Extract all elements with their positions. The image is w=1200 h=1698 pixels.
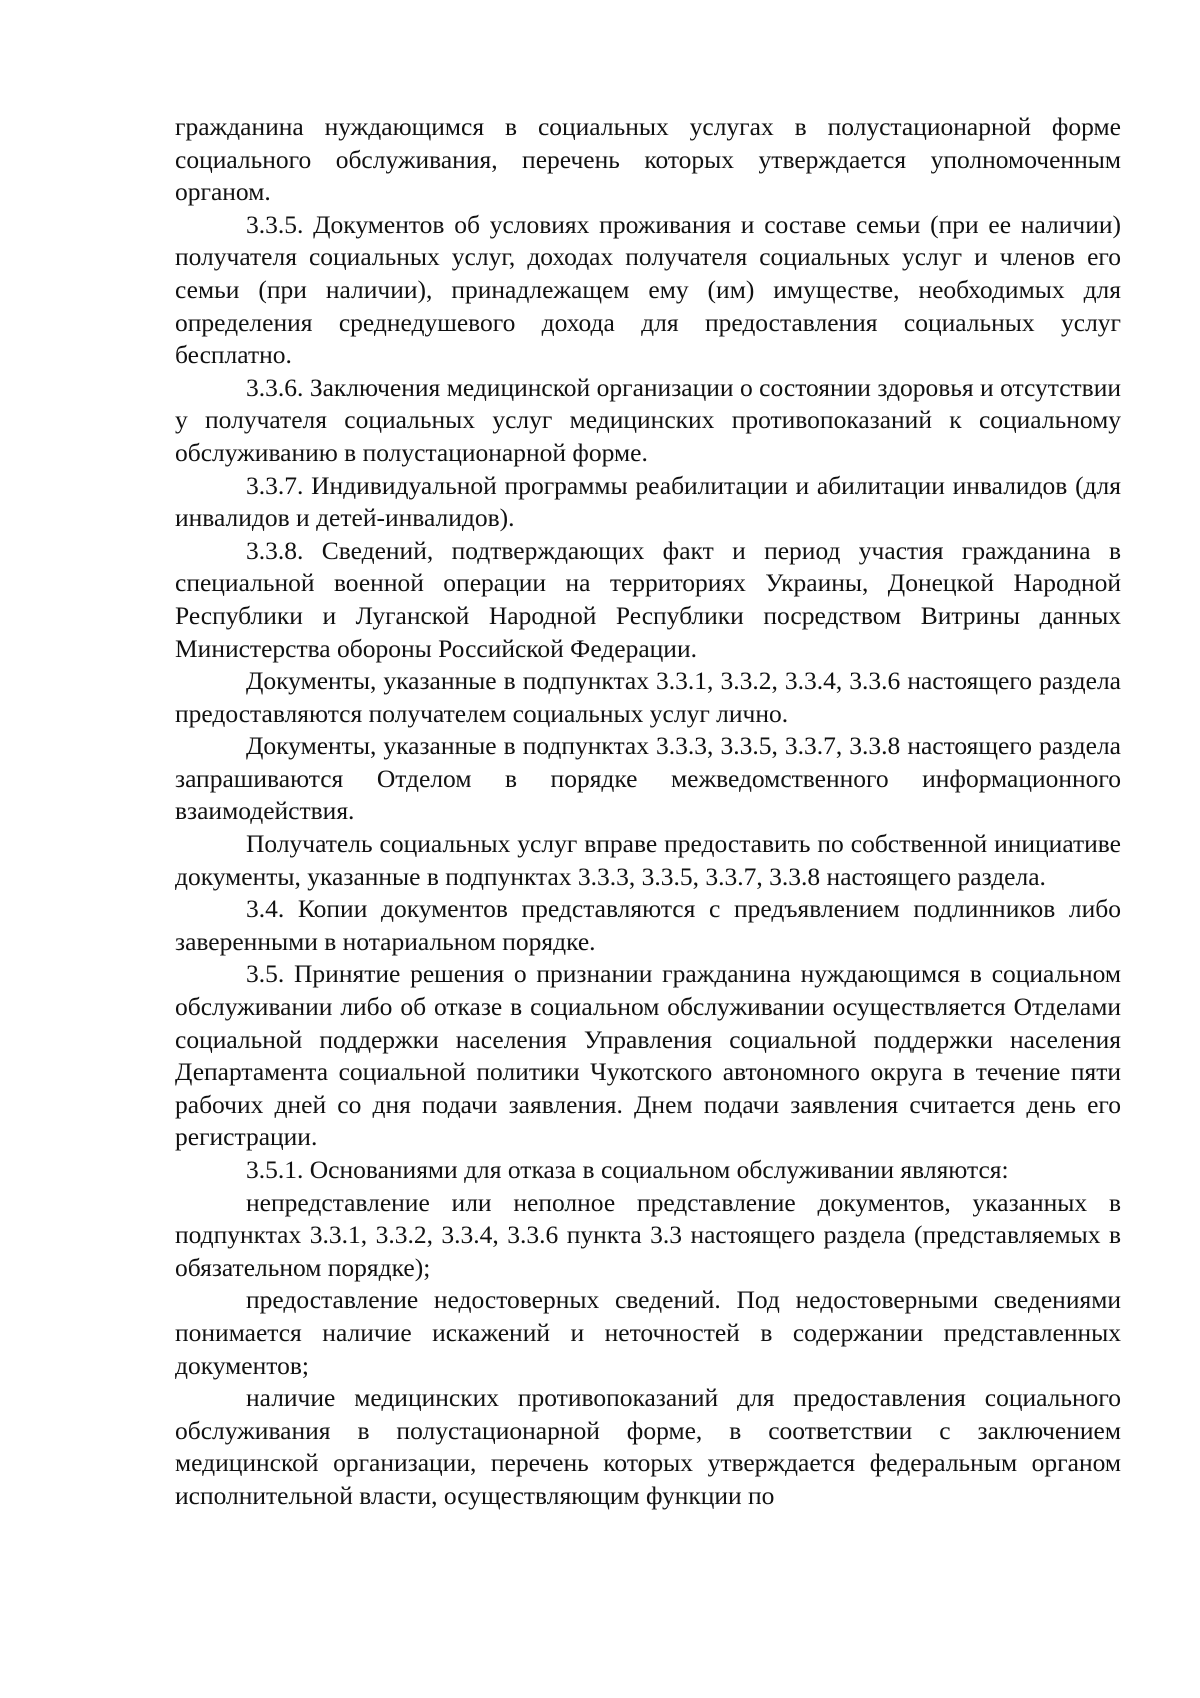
- paragraph-refusal-nonsubmission: непредставление или неполное представление документов, указанных в подпунктах 3.3.1, 3.3.2, 3.3.4, 3.3.6 пункта 3.3 настоящего раздела (представляемых в обязательном порядке);: [175, 1187, 1121, 1282]
- paragraph-3-3-6: 3.3.6. Заключения медицинской организации о состоянии здоровья и отсутствии у получателя социальных услуг медицинских противопоказаний к социальному обслуживанию в полустационарной форме.: [175, 372, 1121, 467]
- paragraph-3-3-7: 3.3.7. Индивидуальной программы реабилитации и абилитации инвалидов (для инвалидов и детей-инвалидов).: [175, 470, 1121, 533]
- paragraph-refusal-medical: наличие медицинских противопоказаний для предоставления социального обслуживания в полустационарной форме, в соответствии с заключением медицинской организации, перечень которых утверждается федеральным органом исполнительной власти, осуществляющим функции по: [175, 1383, 1121, 1510]
- paragraph-3-5: 3.5. Принятие решения о признании гражданина нуждающимся в социальном обслуживании либо об отказе в социальном обслуживании осуществляется Отделами социальной поддержки населения Управления социальной поддержки населения Департамента социальной политики Чукотского автономного округа в течение пяти рабочих дней со дня подачи заявления. Днем подачи заявления считается день его регистрации.: [175, 959, 1121, 1152]
- paragraph-3-3-5: 3.3.5. Документов об условиях проживания и составе семьи (при ее наличии) получателя социальных услуг, доходах получателя социальных услуг и членов его семьи (при наличии), принадлежащем ему (им) имуществе, необходимых для определения среднедушевого дохода для предоставления социальных услуг бесплатно.: [175, 209, 1121, 370]
- paragraph-documents-personal: Документы, указанные в подпунктах 3.3.1, 3.3.2, 3.3.4, 3.3.6 настоящего раздела предоставляются получателем социальных услуг лично.: [175, 666, 1121, 728]
- document-page: [175, 111, 1121, 1513]
- paragraph-documents-requested: Документы, указанные в подпунктах 3.3.3, 3.3.5, 3.3.7, 3.3.8 настоящего раздела запрашиваются Отделом в порядке межведомственного информационного взаимодействия.: [175, 731, 1121, 826]
- paragraph-recipient-right: Получатель социальных услуг вправе предоставить по собственной инициативе документы, указанные в подпунктах 3.3.3, 3.3.5, 3.3.7, 3.3.8 настоящего раздела.: [175, 829, 1121, 891]
- paragraph-3-4: 3.4. Копии документов представляются с предъявлением подлинников либо заверенными в нотариальном порядке.: [175, 894, 1121, 956]
- paragraph-3-5-1: 3.5.1. Основаниями для отказа в социальном обслуживании являются:: [246, 1155, 1009, 1184]
- paragraph-refusal-false-info: предоставление недостоверных сведений. Под недостоверными сведениями понимается наличие искажений и неточностей в содержании представленных документов;: [175, 1285, 1121, 1380]
- paragraph-3-3-8: 3.3.8. Сведений, подтверждающих факт и период участия гражданина в специальной военной операции на территориях Украины, Донецкой Народной Республики и Луганской Народной Республики посредством Витрины данных Министерства обороны Российской Федерации.: [175, 535, 1121, 663]
- paragraph-continuation: гражданина нуждающимся в социальных услугах в полустационарной форме социального обслуживания, перечень которых утверждается уполномоченным органом.: [175, 112, 1121, 207]
